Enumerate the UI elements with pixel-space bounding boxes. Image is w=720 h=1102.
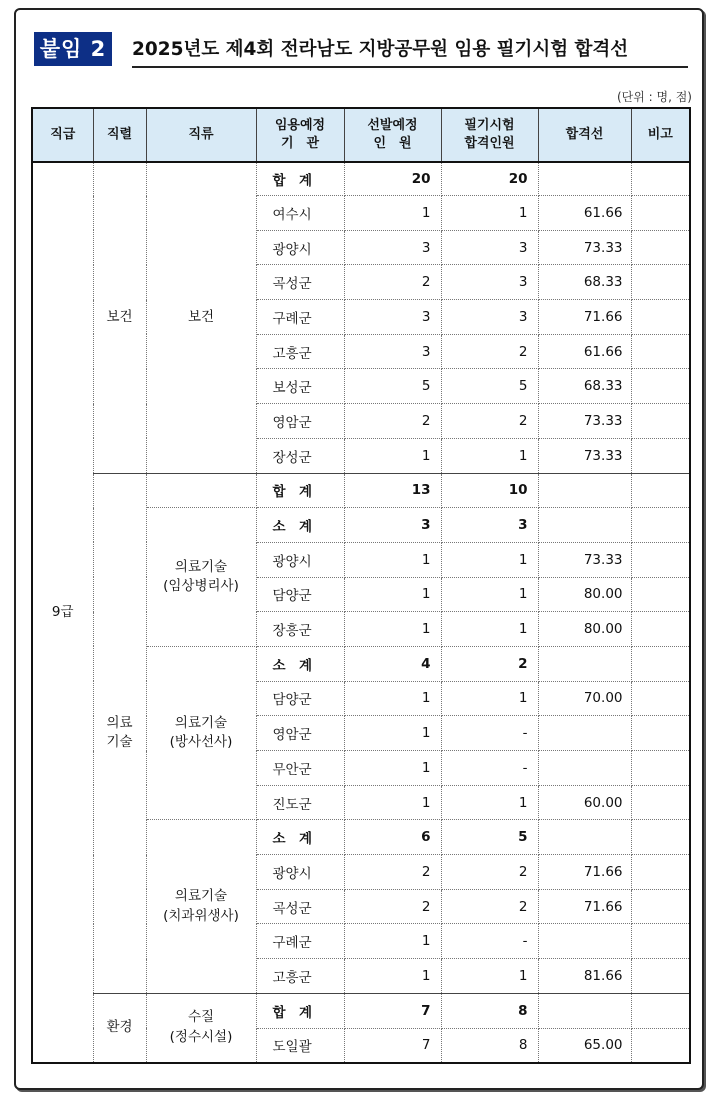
cutoff-cell: 68.33 — [538, 265, 631, 300]
attachment-badge: 붙임 2 — [34, 32, 112, 66]
passed-cell: 1 — [441, 438, 538, 473]
header-passed — [441, 108, 538, 162]
header-planned — [344, 108, 441, 162]
agency-cell: 장흥군 — [256, 612, 344, 647]
header-cutoff: 합격선 — [538, 108, 631, 162]
header-agency-line1: 임용예정 — [274, 118, 326, 134]
cutoff-cell — [538, 716, 631, 751]
planned-cell: 20 — [344, 162, 441, 196]
note-cell — [631, 751, 690, 786]
agency-cell: 합 계 — [256, 473, 344, 508]
planned-cell: 1 — [344, 438, 441, 473]
cutoff-cell: 73.33 — [538, 404, 631, 439]
cutoff-cell: 60.00 — [538, 785, 631, 820]
agency-cell: 구례군 — [256, 924, 344, 959]
passed-cell: 1 — [441, 577, 538, 612]
cutoff-cell: 70.00 — [538, 681, 631, 716]
note-cell — [631, 196, 690, 231]
cutoff-cell: 61.66 — [538, 334, 631, 369]
passed-cell: 3 — [441, 300, 538, 335]
agency-cell: 소 계 — [256, 508, 344, 543]
title-row — [28, 30, 688, 68]
planned-cell: 3 — [344, 300, 441, 335]
planned-cell: 1 — [344, 716, 441, 751]
planned-cell: 2 — [344, 889, 441, 924]
agency-cell: 곡성군 — [256, 889, 344, 924]
planned-cell: 3 — [344, 230, 441, 265]
cutoff-cell: 80.00 — [538, 577, 631, 612]
passed-cell: 2 — [441, 855, 538, 890]
header-agency — [256, 108, 344, 162]
note-cell — [631, 646, 690, 681]
cutoff-cell — [538, 924, 631, 959]
planned-cell: 1 — [344, 681, 441, 716]
agency-cell: 광양시 — [256, 542, 344, 577]
note-cell — [631, 820, 690, 855]
planned-cell: 13 — [344, 473, 441, 508]
passed-cell: 3 — [441, 230, 538, 265]
agency-cell: 영암군 — [256, 404, 344, 439]
class-radiology — [146, 646, 256, 819]
note-cell — [631, 716, 690, 751]
agency-cell: 보성군 — [256, 369, 344, 404]
agency-cell: 무안군 — [256, 751, 344, 786]
note-cell — [631, 542, 690, 577]
planned-cell: 1 — [344, 785, 441, 820]
note-cell — [631, 334, 690, 369]
passed-cell: 3 — [441, 508, 538, 543]
planned-cell: 1 — [344, 959, 441, 994]
passed-cell: 1 — [441, 785, 538, 820]
planned-cell: 1 — [344, 577, 441, 612]
series-medtech-line2: 기술 — [106, 734, 133, 751]
planned-cell: 1 — [344, 196, 441, 231]
header-passed-line2: 합격인원 — [464, 136, 515, 151]
cutoff-cell: 71.66 — [538, 300, 631, 335]
agency-cell: 소 계 — [256, 820, 344, 855]
note-cell — [631, 681, 690, 716]
class-radiology-line1: 의료기술 — [174, 714, 228, 731]
passed-cell: 1 — [441, 196, 538, 231]
class-lab — [146, 508, 256, 647]
header-grade: 직급 — [32, 108, 93, 162]
agency-cell: 소 계 — [256, 646, 344, 681]
cutoff-cell: 73.33 — [538, 438, 631, 473]
header-note: 비고 — [631, 108, 690, 162]
agency-cell: 고흥군 — [256, 334, 344, 369]
note-cell — [631, 785, 690, 820]
series-medtech-line1: 의료 — [106, 714, 133, 731]
passed-cell: - — [441, 751, 538, 786]
cutoff-cell: 71.66 — [538, 855, 631, 890]
note-cell — [631, 438, 690, 473]
planned-cell: 6 — [344, 820, 441, 855]
passed-cell: 8 — [441, 1028, 538, 1063]
header-series: 직렬 — [93, 108, 146, 162]
note-cell — [631, 959, 690, 994]
passed-cell: - — [441, 924, 538, 959]
note-cell — [631, 473, 690, 508]
note-cell — [631, 404, 690, 439]
cutoff-cell: 80.00 — [538, 612, 631, 647]
planned-cell: 2 — [344, 855, 441, 890]
table-row — [32, 993, 690, 1028]
note-cell — [631, 230, 690, 265]
table-row — [32, 473, 690, 508]
passed-cell: 1 — [441, 681, 538, 716]
note-cell — [631, 369, 690, 404]
agency-cell: 곡성군 — [256, 265, 344, 300]
series-environment: 환경 — [93, 993, 146, 1063]
passed-cell: 5 — [441, 369, 538, 404]
passed-cell: 5 — [441, 820, 538, 855]
note-cell — [631, 300, 690, 335]
cutoff-cell — [538, 162, 631, 196]
header-class: 직류 — [146, 108, 256, 162]
table-row — [32, 162, 690, 196]
class-water-line2: (정수시설) — [169, 1029, 233, 1045]
note-cell — [631, 924, 690, 959]
planned-cell: 1 — [344, 612, 441, 647]
planned-cell: 1 — [344, 924, 441, 959]
header-agency-line2: 기 관 — [280, 136, 320, 151]
passed-cell: 10 — [441, 473, 538, 508]
note-cell — [631, 1028, 690, 1063]
passed-cell: 1 — [441, 612, 538, 647]
passed-cell: 20 — [441, 162, 538, 196]
series-medtech — [93, 473, 146, 993]
passed-cell: 2 — [441, 404, 538, 439]
cutoff-cell: 61.66 — [538, 196, 631, 231]
planned-cell: 7 — [344, 1028, 441, 1063]
class-water — [146, 993, 256, 1063]
table-header-row — [32, 108, 690, 162]
cutoff-cell: 73.33 — [538, 542, 631, 577]
agency-cell: 구례군 — [256, 300, 344, 335]
cutoff-cell — [538, 820, 631, 855]
planned-cell: 4 — [344, 646, 441, 681]
series-health: 보건 — [93, 162, 146, 473]
document-title: 2025년도 제4회 전라남도 지방공무원 임용 필기시험 합격선 — [132, 34, 688, 68]
passed-cell: 1 — [441, 542, 538, 577]
cutoff-cell — [538, 473, 631, 508]
planned-cell: 1 — [344, 751, 441, 786]
note-cell — [631, 889, 690, 924]
class-water-line1: 수질 — [187, 1009, 215, 1026]
planned-cell: 1 — [344, 542, 441, 577]
class-lab-line2: (임상병리사) — [163, 578, 239, 595]
agency-cell: 합 계 — [256, 162, 344, 196]
agency-cell: 합 계 — [256, 993, 344, 1028]
class-blank — [146, 473, 256, 508]
note-cell — [631, 508, 690, 543]
class-dental — [146, 820, 256, 993]
planned-cell: 3 — [344, 508, 441, 543]
header-planned-line1: 선발예정 — [367, 118, 418, 134]
header-planned-line2: 인 원 — [373, 136, 412, 151]
cutoff-table — [31, 107, 691, 1064]
cutoff-cell — [538, 646, 631, 681]
agency-cell: 담양군 — [256, 681, 344, 716]
planned-cell: 2 — [344, 265, 441, 300]
cutoff-cell: 65.00 — [538, 1028, 631, 1063]
passed-cell: 2 — [441, 334, 538, 369]
cutoff-cell: 71.66 — [538, 889, 631, 924]
class-dental-line2: (치과위생사) — [163, 907, 239, 924]
passed-cell: 8 — [441, 993, 538, 1028]
note-cell — [631, 265, 690, 300]
agency-cell: 영암군 — [256, 716, 344, 751]
unit-label: (단위 : 명, 점) — [616, 90, 692, 104]
class-radiology-line2: (방사선사) — [169, 734, 233, 751]
passed-cell: 2 — [441, 646, 538, 681]
cutoff-cell — [538, 993, 631, 1028]
grade-cell: 9급 — [32, 162, 93, 1063]
agency-cell: 도일괄 — [256, 1028, 344, 1063]
agency-cell: 광양시 — [256, 230, 344, 265]
class-dental-line1: 의료기술 — [174, 888, 228, 905]
class-health: 보건 — [146, 162, 256, 473]
passed-cell: 1 — [441, 959, 538, 994]
agency-cell: 고흥군 — [256, 959, 344, 994]
agency-cell: 여수시 — [256, 196, 344, 231]
note-cell — [631, 855, 690, 890]
passed-cell: 2 — [441, 889, 538, 924]
note-cell — [631, 162, 690, 196]
cutoff-cell: 73.33 — [538, 230, 631, 265]
agency-cell: 담양군 — [256, 577, 344, 612]
planned-cell: 3 — [344, 334, 441, 369]
passed-cell: - — [441, 716, 538, 751]
cutoff-cell: 81.66 — [538, 959, 631, 994]
agency-cell: 장성군 — [256, 438, 344, 473]
planned-cell: 2 — [344, 404, 441, 439]
cutoff-cell — [538, 751, 631, 786]
agency-cell: 진도군 — [256, 785, 344, 820]
cutoff-cell — [538, 508, 631, 543]
class-lab-line1: 의료기술 — [174, 558, 228, 575]
note-cell — [631, 993, 690, 1028]
cutoff-cell: 68.33 — [538, 369, 631, 404]
note-cell — [631, 612, 690, 647]
agency-cell: 광양시 — [256, 855, 344, 890]
passed-cell: 3 — [441, 265, 538, 300]
planned-cell: 5 — [344, 369, 441, 404]
planned-cell: 7 — [344, 993, 441, 1028]
header-passed-line1: 필기시험 — [464, 118, 515, 134]
note-cell — [631, 577, 690, 612]
